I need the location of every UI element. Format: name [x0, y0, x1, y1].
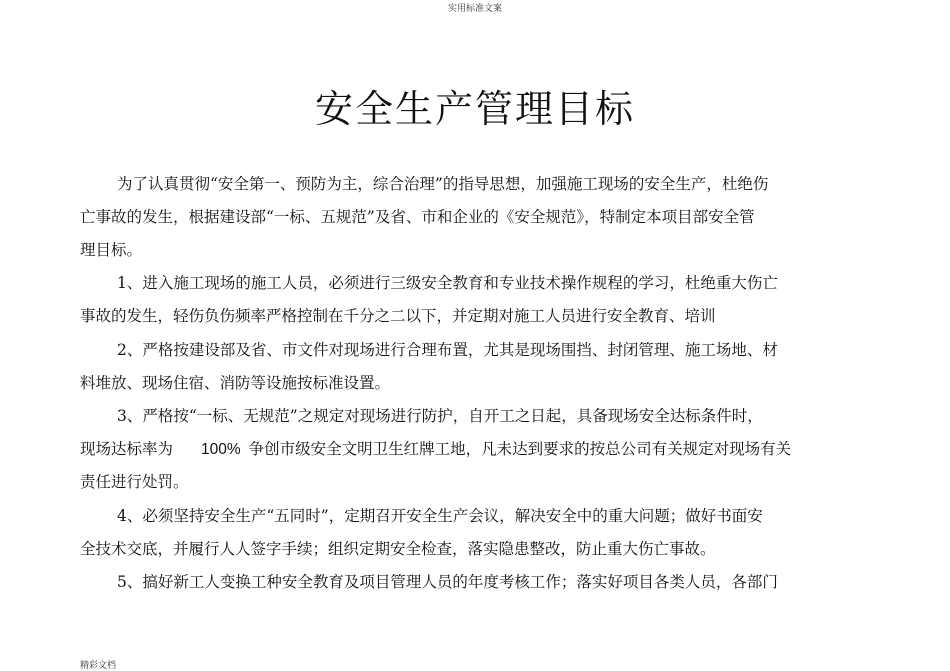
page-footer-label: 精彩文档 — [80, 661, 117, 671]
intro-line-2: 亡事故的发生，根据建设部“一标、五规范”及省、市和企业的《安全规范》，特制定本项目部安全管 — [80, 208, 755, 226]
item-3-line-2-end: 争创市级安全文明卫生红牌工地，凡未达到要求的按总公司有关规定对现场有关 — [248, 440, 792, 458]
item-2-line-2: 料堆放、现场住宿、消防等设施按标准设置。 — [80, 374, 391, 392]
item-5-line-1: 5、搞好新工人变换工种安全教育及项目管理人员的年度考核工作；落实好项目各类人员，各部门 — [117, 573, 778, 591]
item-3-line-2-start: 现场达标率为 — [80, 440, 174, 458]
item-1-line-2: 事故的发生，轻伤负伤频率严格控制在千分之二以下，并定期对施工人员进行安全教育、培训 — [80, 307, 716, 325]
item-3-line-2 — [80, 437, 791, 459]
item-3-line-3: 责任进行处罚。 — [80, 473, 189, 491]
intro-line-1: 为了认真贯彻“安全第一、预防为主，综合治理”的指导思想，加强施工现场的安全生产，杜绝伤 — [117, 175, 769, 193]
item-2-line-1: 2、严格按建设部及省、市文件对现场进行合理布置，尤其是现场围挡、封闭管理、施工场地、材 — [117, 341, 778, 359]
page-header-label: 实用标准文案 — [447, 4, 502, 14]
item-3-line-1: 3、严格按“一标、无规范”之规定对现场进行防护，自开工之日起，具备现场安全达标条件时， — [117, 407, 763, 425]
item-4-line-2: 全技术交底，并履行人人签字手续；组织定期安全检查，落实隐患整改，防止重大伤亡事故。 — [80, 540, 716, 558]
target-rate-value: 100% — [201, 441, 241, 458]
item-4-line-1: 4、必须坚持安全生产“五同时”，定期召开安全生产会议，解决安全中的重大问题；做好书面安 — [117, 507, 763, 525]
intro-line-3: 理目标。 — [80, 241, 143, 259]
document-title: 安全生产管理目标 — [314, 87, 635, 131]
item-1-line-1: 1、进入施工现场的施工人员，必须进行三级安全教育和专业技术操作规程的学习，杜绝重大伤亡 — [117, 274, 778, 292]
